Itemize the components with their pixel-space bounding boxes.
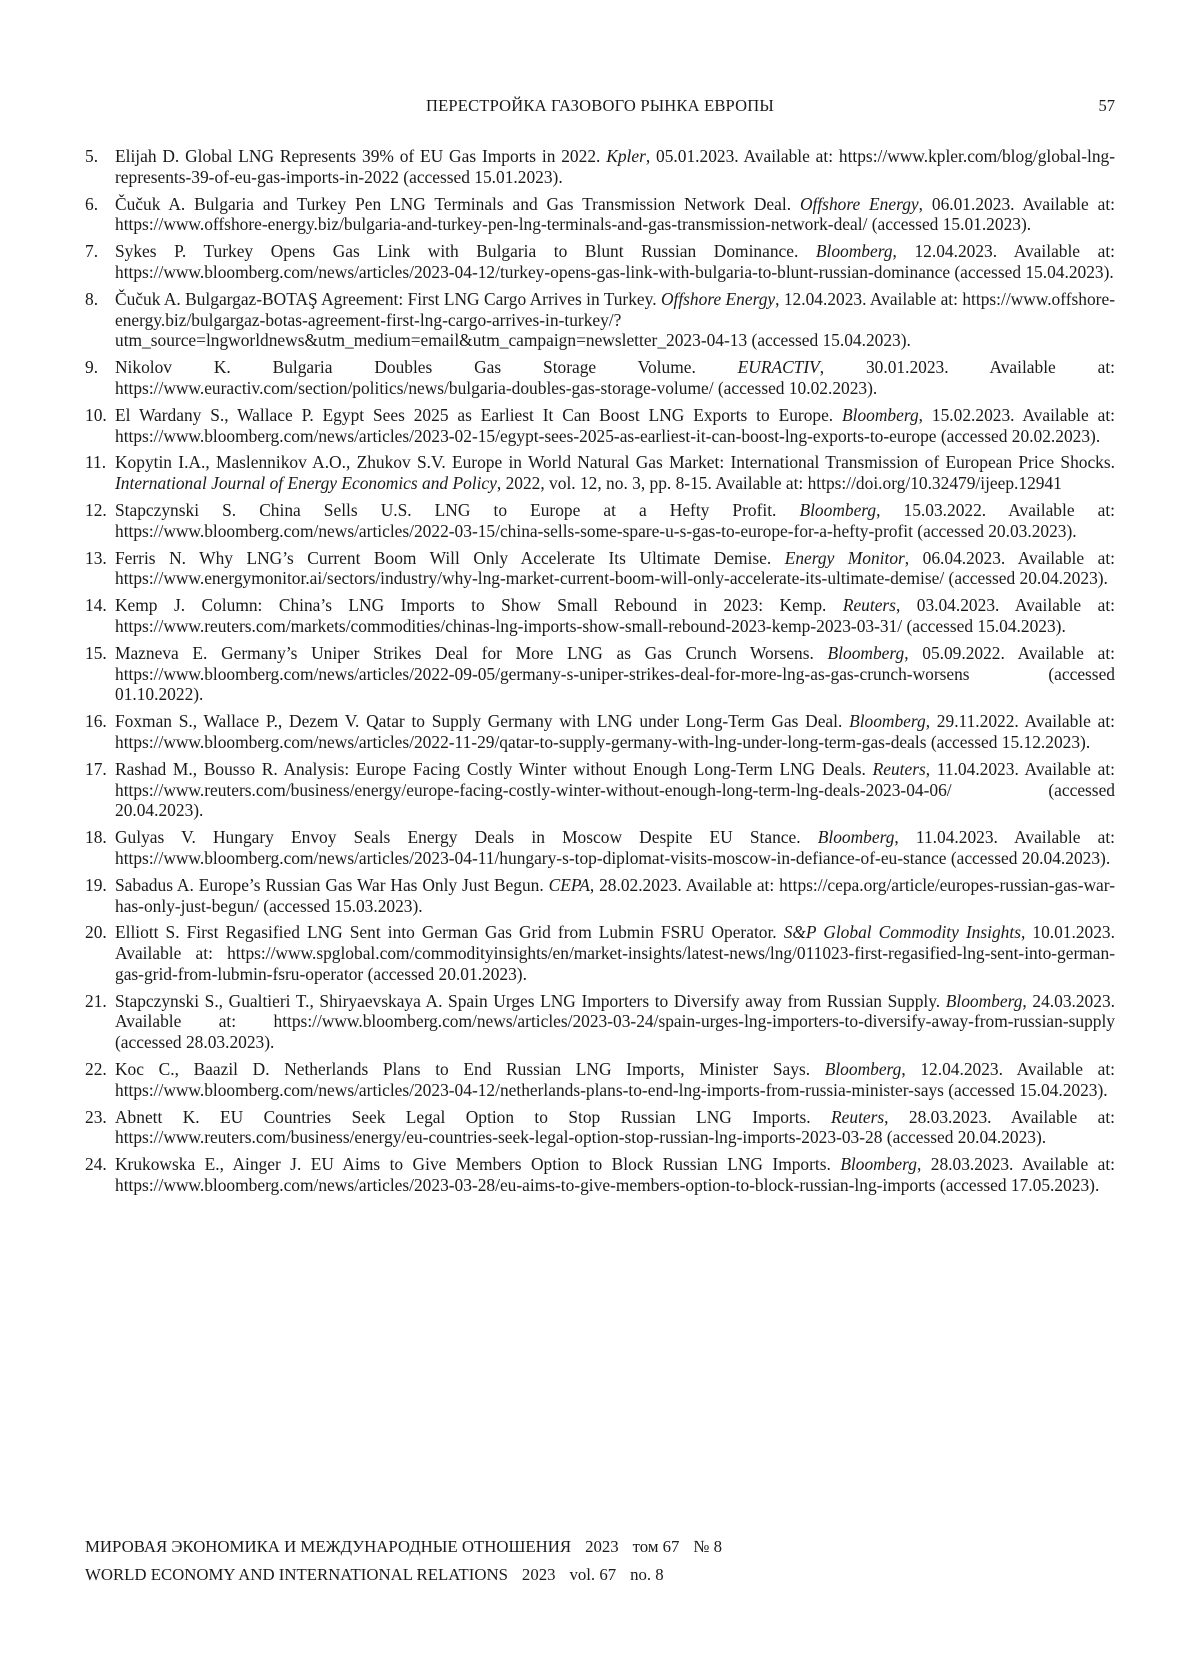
reference-details: , 28.03.2023. Available at: https://www.bloomberg.com/news/articles/2023-03-28/eu-aims-to-give-members-option-to-block-russian-lng-imports (accessed 17.05.2023). — [115, 1154, 1115, 1196]
reference-details: , 15.03.2022. Available at: https://www.bloomberg.com/news/articles/2022-03-15/china-sells-some-spare-u-s-gas-to-europe-for-a-hefty-profit (accessed 20.03.2023). — [115, 499, 1115, 541]
reference-venue: Reuters — [831, 1106, 885, 1127]
reference-details: , 10.01.2023. Available at: https://www.spglobal.com/commodityinsights/en/market-insights/latest-news/lng/011023-first-regasified-lng-sent-into-german-gas-grid-from-lubmin-fsru-operator (accessed 20.01.2023). — [115, 922, 1115, 984]
reference-item — [85, 991, 1115, 1053]
reference-text: El Wardany S., Wallace P. Egypt Sees 2025 as Earliest It Can Boost LNG Exports to Europe. — [115, 404, 843, 425]
journal-footer-en — [85, 1565, 664, 1585]
reference-number: 10. — [85, 404, 107, 425]
reference-details: , 28.02.2023. Available at: https://cepa.org/article/europes-russian-gas-war-has-only-just-begun/ (accessed 15.03.2023). — [115, 874, 1115, 916]
reference-item — [85, 875, 1115, 917]
reference-venue: Bloomberg — [849, 711, 926, 732]
running-head-title: ПЕРЕСТРОЙКА ГАЗОВОГО РЫНКА ЕВРОПЫ — [426, 96, 774, 115]
reference-item — [85, 548, 1115, 590]
reference-details: , 30.01.2023. Available at: https://www.euractiv.com/section/politics/news/bulgaria-doubles-gas-storage-volume/ (accessed 10.02.2023). — [115, 357, 1115, 398]
reference-venue: Bloomberg — [815, 241, 893, 262]
reference-number: 17. — [85, 758, 107, 779]
reference-venue: Bloomberg — [824, 1059, 902, 1080]
reference-text: Ferris N. Why LNG’s Current Boom Will Only Accelerate Its Ultimate Demise. — [115, 547, 785, 568]
reference-venue: Bloomberg — [799, 499, 877, 520]
reference-venue: Bloomberg — [945, 990, 1023, 1011]
reference-number: 19. — [85, 874, 107, 895]
reference-item — [85, 1154, 1115, 1196]
reference-venue: Bloomberg — [842, 404, 919, 425]
reference-item — [85, 1107, 1115, 1149]
journal-title-ru: МИРОВАЯ ЭКОНОМИКА И МЕЖДУНАРОДНЫЕ ОТНОШЕНИЯ — [85, 1537, 572, 1556]
reference-details: , 12.04.2023. Available at: https://www.bloomberg.com/news/articles/2023-04-12/turkey-opens-gas-link-with-bulgaria-to-blunt-russian-dominance (accessed 15.04.2023). — [115, 241, 1115, 282]
journal-title-en: WORLD ECONOMY AND INTERNATIONAL RELATIONS — [85, 1565, 508, 1584]
reference-item — [85, 405, 1115, 447]
reference-text: Foxman S., Wallace P., Dezem V. Qatar to Supply Germany with LNG under Long-Term Gas Deal. — [115, 711, 850, 732]
reference-text: Čučuk A. Bulgaria and Turkey Pen LNG Terminals and Gas Transmission Network Deal. — [115, 193, 800, 214]
reference-item — [85, 643, 1115, 705]
reference-venue: Energy Monitor — [784, 547, 905, 568]
reference-text: Elliott S. First Regasified LNG Sent into German Gas Grid from Lubmin FSRU Operator. — [115, 922, 784, 943]
reference-text: Kemp J. Column: China’s LNG Imports to Show Small Rebound in 2023: Kemp. — [115, 595, 843, 616]
reference-text: Sabadus A. Europe’s Russian Gas War Has Only Just Begun. — [115, 874, 549, 895]
reference-text: Rashad M., Bousso R. Analysis: Europe Facing Costly Winter without Enough Long-Term LNG Deals. — [115, 758, 873, 779]
reference-number: 14. — [85, 595, 107, 616]
journal-volume-ru: том 67 — [632, 1537, 680, 1556]
reference-number: 13. — [85, 547, 107, 568]
reference-details: , 05.09.2022. Available at: https://www.bloomberg.com/news/articles/2022-09-05/germany-s-uniper-strikes-deal-for-more-lng-as-gas-crunch-worsens (accessed 01.10.2022). — [115, 642, 1115, 705]
reference-item — [85, 759, 1115, 821]
reference-number: 11. — [85, 452, 107, 473]
reference-number: 7. — [85, 241, 99, 262]
reference-details: , 05.01.2023. Available at: https://www.kpler.com/blog/global-lng-represents-39-of-eu-gas-imports-in-2022 (accessed 15.01.2023). — [115, 146, 1116, 187]
reference-number: 12. — [85, 499, 107, 520]
reference-text: Kopytin I.A., Maslennikov A.O., Zhukov S.V. Europe in World Natural Gas Market: International Transmission of European Price Shocks. — [115, 452, 1115, 473]
reference-number: 20. — [85, 922, 107, 943]
reference-venue: S&P Global Commodity Insights — [783, 922, 1021, 943]
reference-text: Gulyas V. Hungary Envoy Seals Energy Deals in Moscow Despite EU Stance. — [115, 827, 818, 848]
reference-details: , 28.03.2023. Available at: https://www.reuters.com/business/energy/eu-countries-seek-legal-option-stop-russian-lng-imports-2023-03-28 (accessed 20.04.2023). — [115, 1106, 1115, 1148]
reference-item — [85, 595, 1115, 637]
running-head — [0, 96, 1200, 120]
reference-venue: Offshore Energy — [799, 193, 919, 214]
reference-details: , 11.04.2023. Available at: https://www.bloomberg.com/news/articles/2023-04-11/hungary-s-top-diplomat-visits-moscow-in-defiance-of-eu-stance (accessed 20.04.2023). — [115, 827, 1115, 868]
reference-details: , 2022, vol. 12, no. 3, pp. 8-15. Available at: https://doi.org/10.32479/ijeep.12941 — [496, 473, 1062, 494]
journal-year-en: 2023 — [521, 1565, 556, 1584]
reference-text: Stapczynski S. China Sells U.S. LNG to Europe at a Hefty Profit. — [115, 499, 800, 520]
reference-number: 9. — [85, 357, 99, 378]
reference-number: 8. — [85, 288, 99, 309]
reference-item — [85, 500, 1115, 542]
reference-item — [85, 146, 1115, 188]
reference-details: , 03.04.2023. Available at: https://www.reuters.com/markets/commodities/chinas-lng-imports-show-small-rebound-2023-kemp-2023-03-31/ (accessed 15.04.2023). — [115, 595, 1115, 636]
reference-venue: Bloomberg — [840, 1154, 917, 1175]
reference-item — [85, 827, 1115, 869]
reference-number: 16. — [85, 711, 107, 732]
reference-text: Sykes P. Turkey Opens Gas Link with Bulgaria to Blunt Russian Dominance. — [115, 241, 816, 262]
journal-footer-ru — [85, 1537, 722, 1557]
reference-venue: International Journal of Energy Economics and Policy — [115, 473, 497, 494]
reference-number: 21. — [85, 990, 107, 1011]
reference-number: 6. — [85, 193, 99, 214]
reference-item — [85, 922, 1115, 984]
reference-venue: CEPA — [548, 874, 590, 895]
reference-venue: EURACTIV — [737, 357, 820, 378]
reference-text: Čučuk A. Bulgargaz-BOTAŞ Agreement: First LNG Cargo Arrives in Turkey. — [115, 288, 661, 309]
reference-venue: Bloomberg — [827, 642, 905, 663]
reference-details: , 06.01.2023. Available at: https://www.offshore-energy.biz/bulgaria-and-turkey-pen-lng-terminals-and-gas-transmission-network-deal/ (accessed 15.01.2023). — [115, 193, 1115, 235]
reference-text: Elijah D. Global LNG Represents 39% of EU Gas Imports in 2022. — [115, 146, 607, 166]
reference-number: 5. — [85, 146, 99, 166]
reference-details: , 06.04.2023. Available at: https://www.energymonitor.ai/sectors/industry/why-lng-market-current-boom-will-only-accelerate-its-ultimate-demise/ (accessed 20.04.2023). — [115, 547, 1115, 589]
reference-details: , 24.03.2023. Available at: https://www.bloomberg.com/news/articles/2023-03-24/spain-urges-lng-importers-to-diversify-away-from-russian-supply (accessed 28.03.2023). — [115, 990, 1115, 1053]
reference-venue: Reuters — [872, 758, 926, 779]
reference-number: 22. — [85, 1059, 107, 1080]
reference-number: 24. — [85, 1154, 107, 1175]
reference-number: 23. — [85, 1106, 107, 1127]
reference-item — [85, 1059, 1115, 1101]
reference-details: , 12.04.2023. Available at: https://www.offshore-energy.biz/bulgargaz-botas-agreement-first-lng-cargo-arrives-in-turkey/?utm_source=lngworldnews&utm_medium=email&utm_campaign=newsletter_2023-04-13 (accessed 15.04.2023). — [115, 288, 1115, 351]
reference-text: Abnett K. EU Countries Seek Legal Option to Stop Russian LNG Imports. — [115, 1106, 832, 1127]
reference-text: Krukowska E., Ainger J. EU Aims to Give Members Option to Block Russian LNG Imports. — [115, 1154, 841, 1175]
reference-text: Stapczynski S., Gualtieri T., Shiryaevskaya A. Spain Urges LNG Importers to Diversify away from Russian Supply. — [115, 990, 946, 1011]
journal-issue-ru: № 8 — [693, 1537, 723, 1556]
reference-item — [85, 241, 1115, 283]
journal-year-ru: 2023 — [585, 1537, 619, 1556]
reference-number: 15. — [85, 642, 107, 663]
page-number: 57 — [1098, 96, 1115, 115]
reference-venue: Offshore Energy — [660, 288, 776, 309]
reference-venue: Bloomberg — [817, 827, 895, 848]
reference-details: , 29.11.2022. Available at: https://www.bloomberg.com/news/articles/2022-11-29/qatar-to-supply-germany-with-lng-under-long-term-gas-deals (accessed 15.12.2023). — [115, 711, 1115, 752]
reference-details: , 11.04.2023. Available at: https://www.reuters.com/business/energy/europe-facing-costly-winter-without-enough-long-term-lng-deals-2023-04-06/ (accessed 20.04.2023). — [115, 758, 1115, 821]
reference-item — [85, 711, 1115, 753]
reference-item — [85, 452, 1115, 494]
journal-issue-en: no. 8 — [630, 1565, 664, 1584]
reference-details: , 15.02.2023. Available at: https://www.bloomberg.com/news/articles/2023-02-15/egypt-sees-2025-as-earliest-it-can-boost-lng-exports-to-europe (accessed 20.02.2023). — [115, 404, 1115, 446]
reference-details: , 12.04.2023. Available at: https://www.bloomberg.com/news/articles/2023-04-12/netherlands-plans-to-end-lng-imports-from-russia-minister-says (accessed 15.04.2023). — [115, 1059, 1115, 1100]
reference-item — [85, 357, 1115, 399]
reference-list — [85, 146, 1115, 1202]
reference-text: Koc C., Baazil D. Netherlands Plans to End Russian LNG Imports, Minister Says. — [115, 1059, 825, 1080]
reference-text: Mazneva E. Germany’s Uniper Strikes Deal for More LNG as Gas Crunch Worsens. — [115, 642, 828, 663]
reference-item — [85, 194, 1115, 236]
journal-volume-en: vol. 67 — [569, 1565, 617, 1584]
reference-item — [85, 289, 1115, 351]
reference-number: 18. — [85, 827, 107, 848]
reference-venue: Kpler — [606, 146, 646, 166]
reference-venue: Reuters — [842, 595, 896, 616]
reference-text: Nikolov K. Bulgaria Doubles Gas Storage Volume. — [115, 357, 738, 378]
